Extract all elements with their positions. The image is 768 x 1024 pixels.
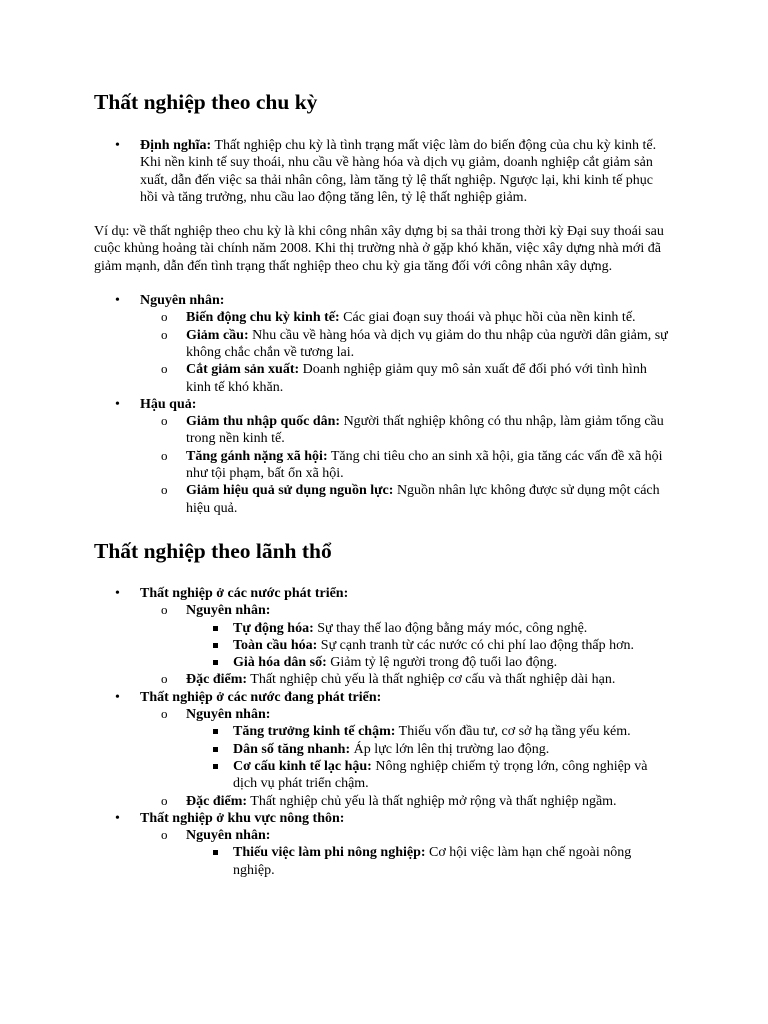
list-item [186, 361, 674, 396]
definition-list [140, 137, 674, 206]
feature-subitem [186, 793, 674, 810]
item-label: Biến động chu kỳ kinh tế: [186, 310, 340, 326]
developed-sublist [186, 602, 674, 688]
item-label: Nguyên nhân: [186, 603, 271, 619]
item-text: Cơ hội việc làm hạn chế ngoài nông nghiệp. [233, 845, 632, 878]
consequences-sublist [186, 413, 674, 517]
item-label: Toàn cầu hóa: [233, 637, 318, 653]
item-text: Áp lực lớn lên thị trường lao động. [350, 741, 550, 757]
developed-label: Thất nghiệp ở các nước phát triển: [140, 585, 349, 601]
list-item [233, 741, 674, 758]
item-text: Các giai đoạn suy thoái và phục hồi của nền kinh tế. [339, 310, 636, 326]
item-text: Doanh nghiệp giảm quy mô sản xuất để đối phó với tình hình kinh tế khó khăn. [186, 362, 647, 395]
causes-subitem [186, 706, 674, 792]
consequences-item [140, 396, 674, 517]
item-text: Tăng chi tiêu cho an sinh xã hội, gia tăng các vấn đề xã hội như tội phạm, bất ổn xã hội. [186, 448, 663, 482]
cyclical-details-list [140, 292, 674, 517]
definition-item [140, 137, 674, 206]
causes-subitem [186, 827, 674, 879]
item-text: Sự thay thế lao động bằng máy móc, công nghệ. [313, 620, 588, 636]
rural-causes-list [233, 844, 674, 879]
territorial-list [140, 585, 674, 879]
causes-sublist [186, 309, 674, 395]
list-item [233, 654, 674, 671]
item-label: Tăng gánh nặng xã hội: [186, 448, 328, 464]
item-text: Nhu cầu về hàng hóa và dịch vụ giảm do thu nhập của người dân giảm, sự không chắc chắn về tương lai. [186, 327, 668, 360]
list-item [233, 844, 674, 879]
list-item [186, 482, 674, 517]
list-item [233, 620, 674, 637]
item-label: Thiếu việc làm phi nông nghiệp: [233, 845, 426, 861]
list-item [186, 448, 674, 483]
list-item [186, 413, 674, 448]
item-label: Cơ cấu kinh tế lạc hậu: [233, 758, 372, 774]
item-text: Thiếu vốn đầu tư, cơ sở hạ tầng yếu kém. [395, 724, 631, 740]
item-text: Thất nghiệp chủ yếu là thất nghiệp cơ cấu và thất nghiệp dài hạn. [247, 672, 616, 688]
rural-sublist [186, 827, 674, 879]
causes-label: Nguyên nhân: [140, 293, 225, 309]
list-item [186, 309, 674, 326]
item-label: Tự động hóa: [233, 620, 314, 636]
feature-subitem [186, 671, 674, 688]
causes-subitem [186, 602, 674, 671]
developing-countries-item [140, 689, 674, 810]
rural-area-item [140, 810, 674, 879]
item-text: Sự cạnh tranh từ các nước có chi phí lao động thấp hơn. [317, 637, 635, 653]
consequences-label: Hậu quả: [140, 396, 197, 412]
list-item [233, 723, 674, 740]
developing-causes-list [233, 723, 674, 792]
item-text: Nông nghiệp chiếm tỷ trọng lớn, công nghiệp và dịch vụ phát triển chậm. [233, 758, 648, 792]
definition-label: Định nghĩa: [140, 138, 212, 153]
item-text: Giảm tỷ lệ người trong độ tuổi lao động. [326, 655, 558, 671]
item-text: Nguồn nhân lực không được sử dụng một cách hiệu quả. [186, 483, 660, 516]
item-label: Dân số tăng nhanh: [233, 741, 351, 757]
developing-sublist [186, 706, 674, 810]
item-label: Đặc điểm: [186, 672, 248, 688]
definition-text: Thất nghiệp chu kỳ là tình trạng mất việc làm do biến động của chu kỳ kinh tế. Khi nền kinh tế suy thoái, nhu cầu về hàng hóa và dịch vụ giảm, doanh nghiệp cắt giảm sản xuất, dẫn đến việc sa thải nhân công, làm tăng tỷ lệ thất nghiệp. Ngược lại, khi kinh tế phục hồi và tăng trưởng, nhu cầu lao động tăng lên, tỷ lệ thất nghiệp giảm. [140, 138, 657, 205]
item-label: Cắt giảm sản xuất: [186, 362, 300, 378]
item-label: Già hóa dân số: [233, 655, 327, 671]
causes-item [140, 292, 674, 396]
section-heading-cyclical: Thất nghiệp theo chu kỳ [94, 90, 318, 114]
example-paragraph: Ví dụ: về thất nghiệp theo chu kỳ là khi công nhân xây dựng bị sa thải trong thời kỳ Đại suy thoái sau cuộc khủng hoảng tài chính năm 2008. Khi thị trường nhà ở gặp khó khăn, việc xây dựng nhà mới đã giảm mạnh, dẫn đến tình trạng thất nghiệp theo chu kỳ gia tăng đối với công nhân xây dựng. [94, 224, 664, 274]
list-item [233, 758, 674, 793]
item-label: Giảm cầu: [186, 327, 249, 343]
developed-causes-list [233, 620, 674, 672]
developing-label: Thất nghiệp ở các nước đang phát triển: [140, 689, 382, 705]
section-heading-territorial: Thất nghiệp theo lãnh thổ [94, 538, 332, 563]
item-label: Đặc điểm: [186, 793, 248, 809]
item-label: Tăng trưởng kinh tế chậm: [233, 724, 396, 740]
item-label: Nguyên nhân: [186, 707, 271, 723]
item-text: Người thất nghiệp không có thu nhập, làm giảm tổng cầu trong nền kinh tế. [186, 414, 664, 447]
item-label: Nguyên nhân: [186, 828, 271, 844]
item-text: Thất nghiệp chủ yếu là thất nghiệp mở rộng và thất nghiệp ngầm. [247, 793, 617, 809]
developed-countries-item [140, 585, 674, 689]
list-item [233, 637, 674, 654]
item-label: Giảm thu nhập quốc dân: [186, 414, 341, 430]
rural-label: Thất nghiệp ở khu vực nông thôn: [140, 810, 345, 826]
list-item [186, 327, 674, 362]
item-label: Giảm hiệu quả sử dụng nguồn lực: [186, 483, 394, 499]
